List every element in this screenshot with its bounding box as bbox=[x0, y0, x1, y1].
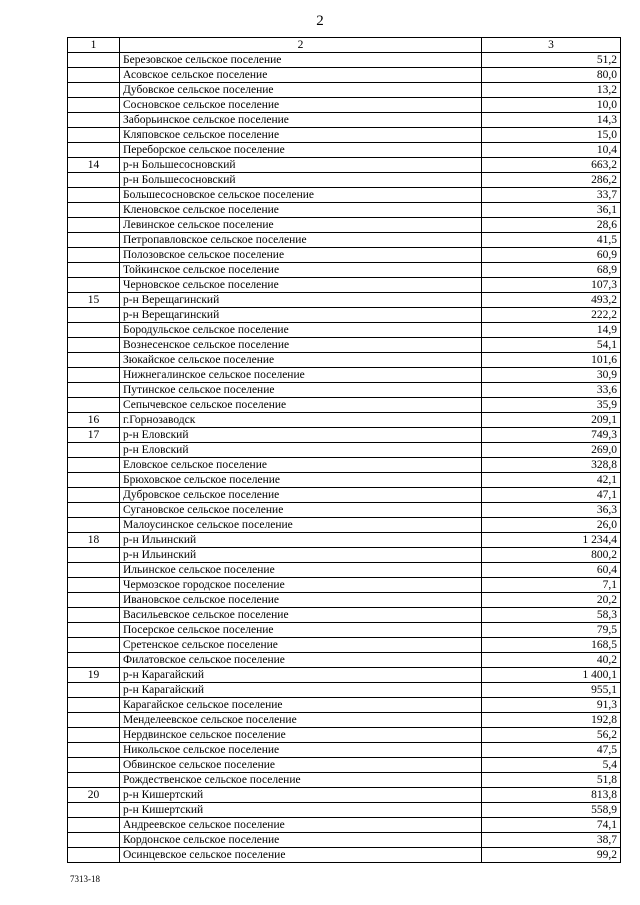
table-row bbox=[68, 803, 621, 818]
table-row bbox=[68, 773, 621, 788]
territory-name-cell: Кляповское сельское поселение bbox=[120, 128, 482, 143]
table-row bbox=[68, 578, 621, 593]
territory-name-cell: Ильинское сельское поселение bbox=[120, 563, 482, 578]
territory-name-cell: р-н Кишертский bbox=[120, 803, 482, 818]
value-cell: 328,8 bbox=[482, 458, 621, 473]
table-row bbox=[68, 293, 621, 308]
table-row bbox=[68, 668, 621, 683]
territory-name-cell: Осинцевское сельское поселение bbox=[120, 848, 482, 863]
table-row bbox=[68, 503, 621, 518]
value-cell: 955,1 bbox=[482, 683, 621, 698]
table-row bbox=[68, 428, 621, 443]
value-cell: 5,4 bbox=[482, 758, 621, 773]
territory-name-cell: Тойкинское сельское поселение bbox=[120, 263, 482, 278]
table-row bbox=[68, 203, 621, 218]
row-number-cell bbox=[68, 188, 120, 203]
territory-name-cell: Петропавловское сельское поселение bbox=[120, 233, 482, 248]
table-row bbox=[68, 83, 621, 98]
territory-name-cell: Зюкайское сельское поселение bbox=[120, 353, 482, 368]
table-row bbox=[68, 698, 621, 713]
row-number-cell: 20 bbox=[68, 788, 120, 803]
value-cell: 74,1 bbox=[482, 818, 621, 833]
value-cell: 663,2 bbox=[482, 158, 621, 173]
table-row bbox=[68, 743, 621, 758]
row-number-cell bbox=[68, 848, 120, 863]
territory-name-cell: Нердвинское сельское поселение bbox=[120, 728, 482, 743]
row-number-cell: 17 bbox=[68, 428, 120, 443]
row-number-cell bbox=[68, 548, 120, 563]
document-code: 7313-18 bbox=[70, 874, 100, 884]
territory-name-cell: Брюховское сельское поселение bbox=[120, 473, 482, 488]
value-cell: 15,0 bbox=[482, 128, 621, 143]
value-cell: 209,1 bbox=[482, 413, 621, 428]
value-cell: 558,9 bbox=[482, 803, 621, 818]
value-cell: 33,7 bbox=[482, 188, 621, 203]
value-cell: 47,1 bbox=[482, 488, 621, 503]
territory-name-cell: Березовское сельское поселение bbox=[120, 53, 482, 68]
value-cell: 33,6 bbox=[482, 383, 621, 398]
value-cell: 13,2 bbox=[482, 83, 621, 98]
territory-name-cell: Малоусинское сельское поселение bbox=[120, 518, 482, 533]
territory-name-cell: Переборское сельское поселение bbox=[120, 143, 482, 158]
table-row bbox=[68, 518, 621, 533]
value-cell: 60,9 bbox=[482, 248, 621, 263]
table-row bbox=[68, 248, 621, 263]
value-cell: 14,3 bbox=[482, 113, 621, 128]
row-number-cell bbox=[68, 68, 120, 83]
row-number-cell bbox=[68, 218, 120, 233]
column-header-3: 3 bbox=[482, 38, 621, 53]
row-number-cell bbox=[68, 833, 120, 848]
row-number-cell bbox=[68, 143, 120, 158]
row-number-cell bbox=[68, 368, 120, 383]
territory-name-cell: Вознесенское сельское поселение bbox=[120, 338, 482, 353]
table-row bbox=[68, 128, 621, 143]
table-row bbox=[68, 443, 621, 458]
value-cell: 36,3 bbox=[482, 503, 621, 518]
territory-name-cell: р-н Ильинский bbox=[120, 548, 482, 563]
value-cell: 26,0 bbox=[482, 518, 621, 533]
territory-name-cell: Заборьинское сельское поселение bbox=[120, 113, 482, 128]
row-number-cell bbox=[68, 53, 120, 68]
table-row bbox=[68, 53, 621, 68]
territory-name-cell: Дубовское сельское поселение bbox=[120, 83, 482, 98]
row-number-cell bbox=[68, 803, 120, 818]
table-row bbox=[68, 818, 621, 833]
value-cell: 286,2 bbox=[482, 173, 621, 188]
territory-name-cell: Кордонское сельское поселение bbox=[120, 833, 482, 848]
territory-name-cell: Филатовское сельское поселение bbox=[120, 653, 482, 668]
value-cell: 813,8 bbox=[482, 788, 621, 803]
territory-name-cell: р-н Ильинский bbox=[120, 533, 482, 548]
table-row bbox=[68, 383, 621, 398]
territory-name-cell: Асовское сельское поселение bbox=[120, 68, 482, 83]
value-cell: 1 234,4 bbox=[482, 533, 621, 548]
value-cell: 91,3 bbox=[482, 698, 621, 713]
value-cell: 35,9 bbox=[482, 398, 621, 413]
value-cell: 47,5 bbox=[482, 743, 621, 758]
row-number-cell bbox=[68, 713, 120, 728]
value-cell: 20,2 bbox=[482, 593, 621, 608]
row-number-cell bbox=[68, 653, 120, 668]
table-row bbox=[68, 188, 621, 203]
value-cell: 38,7 bbox=[482, 833, 621, 848]
row-number-cell bbox=[68, 113, 120, 128]
row-number-cell bbox=[68, 233, 120, 248]
table-row bbox=[68, 368, 621, 383]
value-cell: 99,2 bbox=[482, 848, 621, 863]
territory-name-cell: Полозовское сельское поселение bbox=[120, 248, 482, 263]
territory-name-cell: Сугановское сельское поселение bbox=[120, 503, 482, 518]
table-row bbox=[68, 68, 621, 83]
table-row bbox=[68, 833, 621, 848]
value-cell: 56,2 bbox=[482, 728, 621, 743]
row-number-cell bbox=[68, 263, 120, 278]
row-number-cell bbox=[68, 383, 120, 398]
table-row bbox=[68, 848, 621, 863]
row-number-cell bbox=[68, 338, 120, 353]
table-row bbox=[68, 338, 621, 353]
value-cell: 28,6 bbox=[482, 218, 621, 233]
row-number-cell bbox=[68, 83, 120, 98]
row-number-cell bbox=[68, 758, 120, 773]
row-number-cell bbox=[68, 473, 120, 488]
row-number-cell bbox=[68, 683, 120, 698]
territory-name-cell: р-н Еловский bbox=[120, 443, 482, 458]
row-number-cell bbox=[68, 608, 120, 623]
value-cell: 1 400,1 bbox=[482, 668, 621, 683]
row-number-cell bbox=[68, 518, 120, 533]
territory-name-cell: р-н Кишертский bbox=[120, 788, 482, 803]
row-number-cell bbox=[68, 203, 120, 218]
table-row bbox=[68, 533, 621, 548]
row-number-cell bbox=[68, 308, 120, 323]
column-header-1: 1 bbox=[68, 38, 120, 53]
table-row bbox=[68, 158, 621, 173]
row-number-cell bbox=[68, 278, 120, 293]
table-row bbox=[68, 413, 621, 428]
value-cell: 42,1 bbox=[482, 473, 621, 488]
territory-name-cell: р-н Большесосновский bbox=[120, 158, 482, 173]
territory-name-cell: Сепычевское сельское поселение bbox=[120, 398, 482, 413]
table-row bbox=[68, 758, 621, 773]
territory-name-cell: р-н Карагайский bbox=[120, 683, 482, 698]
table-row bbox=[68, 683, 621, 698]
territory-name-cell: Левинское сельское поселение bbox=[120, 218, 482, 233]
row-number-cell bbox=[68, 248, 120, 263]
territory-name-cell: г.Горнозаводск bbox=[120, 413, 482, 428]
value-cell: 10,0 bbox=[482, 98, 621, 113]
row-number-cell bbox=[68, 728, 120, 743]
row-number-cell bbox=[68, 818, 120, 833]
territory-name-cell: Посерское сельское поселение bbox=[120, 623, 482, 638]
table-row bbox=[68, 653, 621, 668]
table-row bbox=[68, 548, 621, 563]
row-number-cell bbox=[68, 128, 120, 143]
territory-name-cell: Сретенское сельское поселение bbox=[120, 638, 482, 653]
row-number-cell bbox=[68, 563, 120, 578]
territory-name-cell: Нижнегалинское сельское поселение bbox=[120, 368, 482, 383]
table-row bbox=[68, 218, 621, 233]
value-cell: 79,5 bbox=[482, 623, 621, 638]
territory-name-cell: Чермозское городское поселение bbox=[120, 578, 482, 593]
territory-name-cell: Обвинское сельское поселение bbox=[120, 758, 482, 773]
row-number-cell bbox=[68, 578, 120, 593]
value-cell: 493,2 bbox=[482, 293, 621, 308]
table-row bbox=[68, 353, 621, 368]
territory-name-cell: Менделеевское сельское поселение bbox=[120, 713, 482, 728]
table-row bbox=[68, 263, 621, 278]
territory-name-cell: р-н Карагайский bbox=[120, 668, 482, 683]
territory-name-cell: Кленовское сельское поселение bbox=[120, 203, 482, 218]
territory-name-cell: Андреевское сельское поселение bbox=[120, 818, 482, 833]
value-cell: 51,2 bbox=[482, 53, 621, 68]
table-row bbox=[68, 713, 621, 728]
page-number: 2 bbox=[316, 13, 324, 29]
row-number-cell bbox=[68, 638, 120, 653]
table-row bbox=[68, 608, 621, 623]
territory-name-cell: Большесосновское сельское поселение bbox=[120, 188, 482, 203]
row-number-cell bbox=[68, 743, 120, 758]
row-number-cell bbox=[68, 698, 120, 713]
row-number-cell bbox=[68, 593, 120, 608]
value-cell: 222,2 bbox=[482, 308, 621, 323]
table-row bbox=[68, 113, 621, 128]
value-cell: 101,6 bbox=[482, 353, 621, 368]
value-cell: 60,4 bbox=[482, 563, 621, 578]
table-row bbox=[68, 488, 621, 503]
territory-name-cell: Еловское сельское поселение bbox=[120, 458, 482, 473]
value-cell: 269,0 bbox=[482, 443, 621, 458]
territory-name-cell: р-н Верещагинский bbox=[120, 293, 482, 308]
table-row bbox=[68, 323, 621, 338]
territory-name-cell: Бородульское сельское поселение bbox=[120, 323, 482, 338]
value-cell: 51,8 bbox=[482, 773, 621, 788]
table-row bbox=[68, 173, 621, 188]
row-number-cell bbox=[68, 443, 120, 458]
table-row bbox=[68, 593, 621, 608]
territory-name-cell: Путинское сельское поселение bbox=[120, 383, 482, 398]
row-number-cell bbox=[68, 503, 120, 518]
table-row bbox=[68, 458, 621, 473]
table-row bbox=[68, 563, 621, 578]
data-table bbox=[67, 37, 621, 863]
row-number-cell: 18 bbox=[68, 533, 120, 548]
value-cell: 7,1 bbox=[482, 578, 621, 593]
table-row bbox=[68, 788, 621, 803]
territory-name-cell: р-н Большесосновский bbox=[120, 173, 482, 188]
table-row bbox=[68, 473, 621, 488]
row-number-cell: 14 bbox=[68, 158, 120, 173]
row-number-cell bbox=[68, 623, 120, 638]
territory-name-cell: Карагайское сельское поселение bbox=[120, 698, 482, 713]
value-cell: 10,4 bbox=[482, 143, 621, 158]
territory-name-cell: Ивановское сельское поселение bbox=[120, 593, 482, 608]
value-cell: 40,2 bbox=[482, 653, 621, 668]
row-number-cell bbox=[68, 773, 120, 788]
table-body bbox=[68, 53, 621, 863]
table-row bbox=[68, 233, 621, 248]
table-header-row bbox=[68, 38, 621, 53]
value-cell: 168,5 bbox=[482, 638, 621, 653]
territory-name-cell: р-н Верещагинский bbox=[120, 308, 482, 323]
value-cell: 14,9 bbox=[482, 323, 621, 338]
table-row bbox=[68, 98, 621, 113]
territory-name-cell: Рождественское сельское поселение bbox=[120, 773, 482, 788]
table-row bbox=[68, 398, 621, 413]
table-row bbox=[68, 308, 621, 323]
value-cell: 749,3 bbox=[482, 428, 621, 443]
value-cell: 58,3 bbox=[482, 608, 621, 623]
row-number-cell bbox=[68, 458, 120, 473]
table-row bbox=[68, 278, 621, 293]
row-number-cell bbox=[68, 488, 120, 503]
table-row bbox=[68, 728, 621, 743]
territory-name-cell: Никольское сельское поселение bbox=[120, 743, 482, 758]
value-cell: 30,9 bbox=[482, 368, 621, 383]
row-number-cell bbox=[68, 353, 120, 368]
territory-name-cell: Сосновское сельское поселение bbox=[120, 98, 482, 113]
value-cell: 107,3 bbox=[482, 278, 621, 293]
value-cell: 36,1 bbox=[482, 203, 621, 218]
row-number-cell bbox=[68, 398, 120, 413]
value-cell: 800,2 bbox=[482, 548, 621, 563]
value-cell: 68,9 bbox=[482, 263, 621, 278]
territory-name-cell: Дубровское сельское поселение bbox=[120, 488, 482, 503]
row-number-cell: 16 bbox=[68, 413, 120, 428]
row-number-cell: 15 bbox=[68, 293, 120, 308]
row-number-cell bbox=[68, 173, 120, 188]
value-cell: 192,8 bbox=[482, 713, 621, 728]
row-number-cell bbox=[68, 98, 120, 113]
value-cell: 80,0 bbox=[482, 68, 621, 83]
territory-name-cell: Черновское сельское поселение bbox=[120, 278, 482, 293]
territory-name-cell: Васильевское сельское поселение bbox=[120, 608, 482, 623]
table-row bbox=[68, 143, 621, 158]
value-cell: 41,5 bbox=[482, 233, 621, 248]
table-row bbox=[68, 623, 621, 638]
column-header-2: 2 bbox=[120, 38, 482, 53]
row-number-cell bbox=[68, 323, 120, 338]
table-row bbox=[68, 638, 621, 653]
value-cell: 54,1 bbox=[482, 338, 621, 353]
row-number-cell: 19 bbox=[68, 668, 120, 683]
territory-name-cell: р-н Еловский bbox=[120, 428, 482, 443]
